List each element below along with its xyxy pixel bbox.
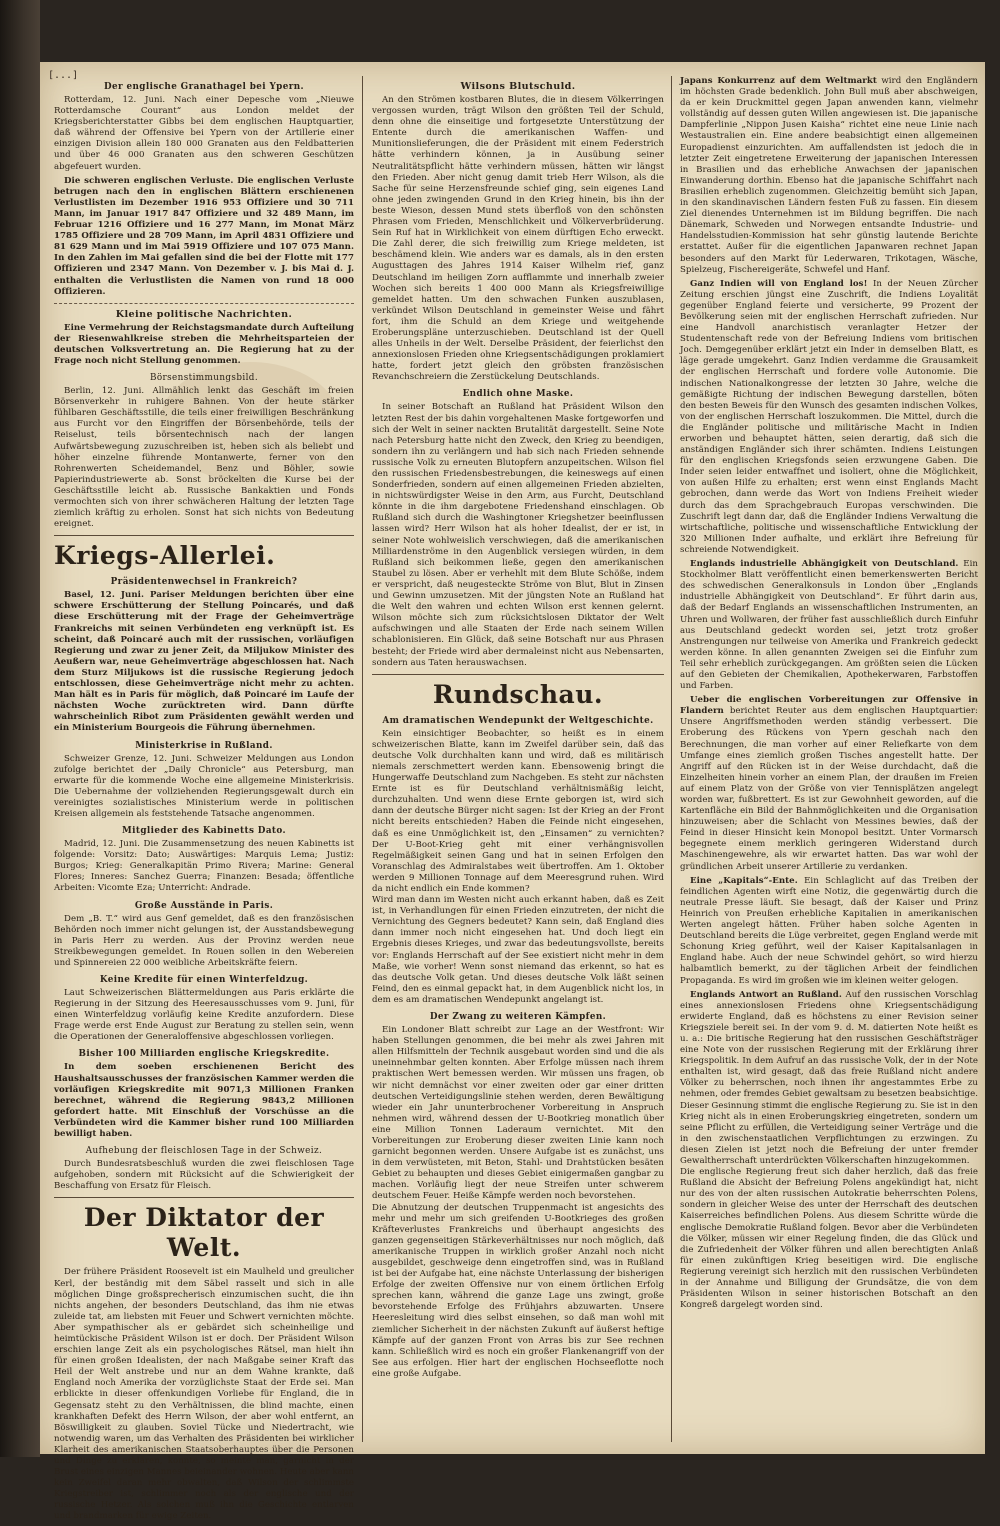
- article-body: Rotterdam, 12. Juni. Nach einer Depesche vom „Nieuwe Rotterdamsche Courant“ aus London meldet der Kriegsberichterstatter Gibbs bei dem englischen Hauptquartier, daß während der Offensive bei Ypern von der Artillerie einer einzigen Division allein 180 000 Granaten aus den Feldbatterien und über 46 000 Granaten aus den schweren Geschützen abgefeuert wurden.: [54, 95, 354, 172]
- section-heading: Kriegs-Allerlei.: [54, 541, 276, 571]
- page-marker: [...]: [48, 70, 79, 81]
- article-text: Ein Stockholmer Blatt veröffentlicht einen bemerkenswerten Bericht des schwedischen Generalkonsuls in London über „Englands industrielle Abhängigkeit von Deutschland“. Er führt darin aus, daß der Bedarf Englands an wissenschaftlichen Instrumenten, an Uhren und Wollwaren, der früher fast ausschließlich durch Einfuhr aus Deutschland gedeckt worden sei, jetzt trotz großer Anstrengungen nur teilweise von Amerika und Frankreich gedeckt werden könne. In allen genannten Zweigen sei die Einfuhr zum Teil sehr erheblich zurückgegangen. Am größten seien die Lücken auf den Gebieten der Chemikalien, Apothekerwaren, Farbstoffen und Farben.: [680, 559, 978, 692]
- article-title: Ueber die englischen Vorbereitungen zur Offensive in Flandern: [680, 695, 978, 717]
- article-title: Englands Antwort an Rußland.: [690, 989, 842, 1000]
- column-middle: [372, 76, 664, 1383]
- newspaper-page: [40, 62, 985, 1522]
- article-title: Am dramatischen Wendepunkt der Weltgeschichte.: [382, 715, 654, 726]
- article-title: Keine Kredite für einen Winterfeldzug.: [99, 975, 309, 985]
- column-right: [680, 76, 978, 1314]
- article-title: Eine „Kapitals“-Ente.: [690, 875, 798, 886]
- article-title: Endlich ohne Maske.: [462, 389, 574, 400]
- section-heading: Der Diktator der Welt.: [83, 1203, 325, 1263]
- article-title: Große Ausstände in Paris.: [134, 900, 274, 911]
- article-body: Kein einsichtiger Beobachter, so heißt es in einem schweizerischen Blatte, kann im Zweifel darüber sein, daß das deutsche Volk durchhalten kann und wird, daß es militärisch niemals zerschmettert werden kann. Ebensowenig bringt die Hungerwaffe Deutschland zum Nachgeben. Es steht zur nächsten Ernte ist es für Deutschland verhältnismäßig leicht, durchzuhalten. Und wenn diese Ernte geborgen ist, wird sich dann der deutsche Bürger nicht sagen: Ist der Krieg an der Front nicht bereits entschieden? Haben die Feinde nicht eingesehen, daß es eine Unmöglichkeit ist, den „Einsamen“ zu vernichten? Der U-Boot-Krieg geht mit einer verhängnisvollen Regelmäßigkeit seinen Gang und hat in seinen Erfolgen den Voranschlag des Admiralstabes weit übertroffen. Am 1. Oktober werden 9 Millionen Tonnage auf dem Meeresgrund ruhen. Wird da nicht endlich ein Ende kommen? Wird man dann im Westen nicht auch erkannt haben, daß es Zeit ist, in Verhandlungen für einen Frieden einzutreten, der nicht die Vernichtung des Gegners bedeutet? Kann sein, daß England dies dann immer noch nicht eingesehen hat. Und doch liegt ein Ergebnis dieses Krieges, und zwar das bedeutungsvollste, bereits vor: Englands Herrschaft auf der See existiert nicht mehr in dem Maße, wie vorher! Wenn sonst niemand das erkennt, so hat es das deutsche Volk getan. Und dieses deutsche Volk läßt seinen Feind, den es einmal gepackt hat, in dem Augenblick nicht los, in dem es am dramatischen Wendepunkt angelangt ist.: [372, 728, 664, 1005]
- article-title: Börsenstimmungsbild.: [149, 373, 259, 384]
- article-title: Ministerkrise in Rußland.: [135, 740, 273, 751]
- divider: [372, 674, 664, 675]
- article-title: Wilsons Blutschuld.: [460, 81, 576, 92]
- article-text: Die englischen Verluste betrugen nach den in englischen Blättern erschienenen Verlustlisten im Dezember 1916 953 Offiziere und 30 711 Mann, im Januar 1917 847 Offiziere und 32 489 Mann, im Februar 1216 Offiziere und 16 277 Mann, im Monat März 1785 Offiziere und 28 709 Mann, im April 4831 Offiziere und 81 629 Mann und im Mai 5919 Offiziere und 107 075 Mann. In den Zahlen im Mai gefallen sind die bei der Flotte mit 177 Offizieren und 2347 Mann. Von Dezember v. J. bis Mai d. J. enthalten die Verlustlisten die Namen von rund 18 000 Offizieren.: [54, 175, 354, 297]
- article-body: [680, 559, 978, 692]
- divider: [54, 1197, 354, 1198]
- article-text: In der Neuen Zürcher Zeitung erschien jüngst eine Zuschrift, die Indiens Loyalität gegenüber England feierte und versicherte, 99 Prozent der Bevölkerung seien mit der englischen Herrschaft zufrieden. Nur eine Handvoll anarchistisch veranlagter Hetzer der Studentenschaft rede von der Befreiung Indiens vom britischen Joch. Demgegenüber erklärt jetzt ein Inder in demselben Blatt, es läge gerade umgekehrt. Ganz Indien verdamme die Grausamkeit der englischen Herrschaft und fordere volle Autonomie. Die indischen Nationalkongresse der letzten 30 Jahre, welche die gemäßigte Richtung der indischen Bewegung darstellen, böten den besten Beweis für den Wunsch des gesamten indischen Volkes, von der englischen Herrschaft loszukommen. Die Mittel, durch die die Engländer politische und militärische Macht in Indien erworben und behauptet hätten, seien derartig, daß sich die anständigen Engländer sich ihrer schämten. Indiens Leistungen für den englischen Kriegsfonds seien erzwungene Gaben. Die Inder seien leider entwaffnet und isoliert, ohne die Möglichkeit, von außen Hilfe zu erhalten; erst wenn einst Englands Macht gebrochen, dann werde das Wort von Indiens Freiheit wieder durch das dem Sprachgebrauch Europas verschwinden. Die Zuschrift legt dann dar, daß die Engländer Indiens Verwaltung die wirtschaftliche, politische und wissenschaftliche Entwicklung der 320 Millionen Inder aufhalte, und erklärt ihre Befreiung für schreiende Notwendigkeit.: [680, 278, 978, 555]
- article-body: In dem soeben erschienenen Bericht des Haushaltsausschusses der französischen Kammer werden die vorläufigen Kriegskredite mit 9071,3 Millionen Franken berechnet, während die Regierung 9843,2 Millionen gefordert hatte. Mit Einschluß der Vorschüsse an die Verbündeten wird die Kammer bisher rund 100 Milliarden bewilligt haben.: [54, 1062, 354, 1140]
- article-title: Japans Konkurrenz auf dem Weltmarkt: [680, 76, 877, 86]
- section-heading: Kleine politische Nachrichten.: [115, 308, 293, 320]
- article-body: In seiner Botschaft an Rußland hat Präsident Wilson den letzten Rest der bis dahin vorgehaltenen Maske fortgeworfen und sich der Welt in seiner nackten Brutalität dargestellt. Seine Note nach Petersburg hatte nicht den Zweck, den Krieg zu beendigen, sondern ihn zu verlängern und hab sich nach Frieden sehnende russische Volk zu erneuten Blutopfern anzupeitschen. Wilson fiel den russischen Friedensbestrebungen, die keineswegs auf einen Sonderfrieden, sondern auf einen allgemeinen Frieden abzielten, in nichtswürdigster Weise in den Arm, aus Furcht, Deutschland könnte in die ihm dargebotene Friedenshand einschlagen. Ob Rußland sich durch die Washingtoner Kriegshetzer beeinflussen lassen wird? Herr Wilson hat als hoher Idealist, der er ist, in seiner Note wohlweislich verschwiegen, daß die amerikanischen Milliardenströme in den Augenblick versiegen würden, in dem Rußland sich beikommen ließe, gegen den amerikanischen Staubel zu lösen. Aber er verhehlt mit dem Blute Schöße, indem er verspricht, daß neugesteckte Ströme von Blut, Blut in Zinsen und Gewinn umzusetzen. Mit der jüngsten Note an Rußland hat die Welt den wahren und echten Wilson erst kennen gelernt. Wilson möchte sich zum rücksichtslosen Diktator der Welt aufschwingen und alle Staaten der Erde nach seinem Willen schablonisieren. Ein Glück, daß seine Botschaft nur aus Phrasen besteht; der Friede wird aber dermaleinst nicht aus Nebensarten, sondern aus Taten herauswachsen.: [372, 402, 664, 668]
- divider: [54, 303, 354, 304]
- article-title: Der Zwang zu weiteren Kämpfen.: [429, 1012, 607, 1023]
- article-title: Mitglieder des Kabinetts Dato.: [122, 826, 286, 837]
- article-text: wird den Engländern im höchsten Grade bedenklich. John Bull muß aber abschweigen, da er kein Druckmittel gegen Japan anwenden kann, vielmehr vollständig auf dessen guten Willen angewiesen ist. Die japanische Dampferlinie „Nippon Jusen Kaisha“ richtet eine neue Linie nach Westaustralien ein. Eine andere beabsichtigt einen allgemeinen Europadienst einzurichten. Am auffallendsten ist jedoch die in letzter Zeit eingetretene Erweiterung der japanischen Interessen in Brasilien und das erhebliche Anwachsen der japanischen Einwanderung dorthin. Ebenso hat die japanische Schiffahrt nach Brasilien erheblich zugenommen. Gleichzeitig bemüht sich Japan, in den skandinavischen Ländern festen Fuß zu fassen. Ein diesem Ziel dienendes Unternehmen ist im Bildung begriffen. Die nach Dänemark, Schweden und Norwegen entsandte Industrie- und Handelsstudien-Kommission hat sehr günstig lautende Berichte erstattet. Außer für die eigentlichen Japanwaren rechnet Japan besonders auf den Markt für Lederwaren, Trikotagen, Wäsche, Spielzeug, Fischereigeräte, Schwefel und Hanf.: [680, 76, 978, 275]
- column-rule: [671, 76, 672, 1442]
- article-title: Die schweren englischen Verluste.: [64, 175, 234, 186]
- article-body: [680, 695, 978, 873]
- book-binding: [0, 0, 40, 1457]
- column-rule: [362, 76, 363, 1442]
- article-text: berichtet Reuter aus dem englischen Hauptquartier: Unsere Angriffsmethoden werden ständig verbessert. Die Eroberung des Rückens von Ypern geschah nach den Berechnungen, die man vorher auf einer Reliefkarte von dem Umfange eines ziemlich großen Tisches angestellt hatte. Der Angriff auf den Rücken ist in der Weise durchdacht, daß die Einzelheiten hinein vorher an einem Plan, der draußen im Freien auf einem Platz von der Größe von vier Tennisplätzen angelegt worden war, fußbrettert. Es ist zur Gewohnheit geworden, auf die Kartenfläche ein Bild der Bahnmöglichkeiten und die Organisation hinzuweisen; aber die Schlacht von Messines bewies, daß der Feind in dieser Hinsicht kein Monopol besitzt. Unter Vormarsch begegnete einem merklich geringeren Widerstand durch Maschinengewehre, als wir erwartet hatten. Das war wohl der gründlichen Arbeit unserer Artillerie zu verdanken.: [680, 706, 978, 872]
- article-body: Berlin, 12. Juni. Allmählich lenkt das Geschäft im freien Börsenverkehr in ruhigere Bahnen. Von der heute stärker fühlbaren Geschäftsstille, die teils einer freiwilligen Beschränkung aus Furcht vor den Eingriffen der Börsenbehörde, teils der Reiselust, teils börsentechnisch nach der langen Aufwärtsbewegung zuzuschreiben ist, heben sich als beliebt und höher einzelne führende Montanwerte, ferner von den Rohrenwerten Scheidemandel, Benz und Böhler, sowie Papierindustriewerte ab. Sonst bröckelten die Kurse bei der Geschäftsstille leicht ab. Russische Bankaktien und Fonds vermochten sich von ihrer schwächeren Haltung der letzten Tage ziemlich kräftig zu erholen. Sonst hat sich nichts von Bedeutung ereignet.: [54, 386, 354, 530]
- article-body: Madrid, 12. Juni. Die Zusammensetzung des neuen Kabinetts ist folgende: Vorsitz: Dato; Auswärtiges: Marquis Lema; Justiz: Burgos; Krieg: Generalkapitän Primo Rivera; Marine: General Flores; Inneres: Sanchez Guerra; Finanzen: Besada; öffentliche Arbeiten: Vicomte Eza; Unterricht: Andrade.: [54, 839, 354, 894]
- article-title: Englands industrielle Abhängigkeit von Deutschland.: [690, 559, 959, 570]
- article-body: Dem „B. T.“ wird aus Genf gemeldet, daß es den französischen Behörden noch immer nicht gelungen ist, der Ausstandsbewegung in Paris Herr zu werden. Aus der Provinz werden neue Streikbewegungen gemeldet. In Rouen sollen in den Webereien und Spinnereien 22 000 weibliche Arbeitskräfte feiern.: [54, 913, 354, 968]
- article-body: Der frühere Präsident Roosevelt ist ein Maulheld und greulicher Kerl, der beständig mit dem Säbel rasselt und sich in alle möglichen Dinge großsprecherisch einzumischen sucht, die ihn nichts angehen, der besonders Deutschland, das ihm nie etwas zuleide tat, am liebsten mit Feuer und Schwert vernichten möchte. Aber sympathischer als er gebärdet sich scheinheilige und heimtückische Präsident Wilson ist er doch. Der Präsident Wilson erschien lange Zeit als ein psychologisches Rätsel, man hielt ihn für einen großen Idealisten, der nach Maßgabe seiner Kraft das Heil der Welt anstrebe und nur an dem Wahne krankte, daß England noch Amerika der vorzüglichste Staat der Erde sei. Man erblickte in dieser offenkundigen Vorliebe für England, die in Gegensatz steht zu den Verhältnissen, die blind machte, einen krankhaften Defekt des Herrn Wilson, der aber wohl entfernt, an Böswilligkeit zu glauben. Soviel Tücke und Niedertracht, wie notwendig waren, um das Verhalten des Präsidenten bei wirklicher Klarheit des amerikanischen Staatsoberhauptes über die Personen und Dinge zu erklären, konnte, so meinte man, garnicht in der Brust eines einzigen Mannes beieinander wohnen. Heute aber kann kein Zweifel daran mehr obwalten, daß Wilson der schlimmste Kriegstreiber ist, schlimmer noch als der englische und der russische Hetzer. Als solchen muß ihn die Geschichte entlarven und brandmarken für ewige Zeiten.: [54, 1267, 354, 1522]
- article-title: Ganz Indien will von England los!: [690, 278, 868, 289]
- article-text: Ein Schlaglicht auf das Treiben der feindlichen Agenten wirft eine Notiz, die gegenwärtig durch die neutrale Presse läuft. Sie besagt, daß der Kaiser und Prinz Heinrich von Preußen erhebliche Kapitalien in amerikanischen Werten angelegt hätten. Früher haben solche Agenten in Deutschland bereits die Lüge verbreitet, gegen England werde mit Schonung Krieg geführt, weil der Kaiser Kapitalsanlagen in England habe. Auch der neue Schwindel gehört, so wird hierzu halbamtlich bemerkt, zu der täglichen Arbeit der feindlichen Propaganda. Es wird im großen wie im kleinen weiter gelogen.: [680, 875, 978, 986]
- article-title: Eine Vermehrung der Reichstagsmandate: [64, 322, 268, 333]
- article-title: Aufhebung der fleischlosen Tage in der Schweiz.: [85, 1146, 323, 1157]
- article-text: durch Aufteilung der Riesenwahlkreise streben die Mehrheitsparteien der deutschen Volksvertretung an. Die Regierung hat zu der Frage noch nicht Stellung genommen.: [54, 322, 354, 366]
- article-body: [680, 279, 978, 556]
- article-body: Laut Schweizerischen Blättermeldungen aus Paris erklärte die Regierung in der Sitzung des Heeresausschusses vom 9. Juni, für einen Winterfeldzug vorläufig keine Kredite anzufordern. Diese Frage werde erst Ende August zur Beratung zu stellen sein, wenn die Operationen der Generaloffensive abgeschlossen vorliegen.: [54, 988, 354, 1043]
- article-body: Ein Londoner Blatt schreibt zur Lage an der Westfront: Wir haben Stellungen genommen, die bei mehr als zwei Jahren mit allen Hilfsmitteln der Technik ausgebaut worden sind und die als uneinnehmbar gelten konnten. Aber Erfolge müssen nach ihrem praktischen Wert bemessen werden. Wir müssen uns fragen, ob wir nicht demnächst vor einer zweiten oder gar einer dritten deutschen Verteidigungslinie stehen werden, deren Bewältigung wieder ein Jahr ununterbrochener Vorbereitung in Anspruch nehmen wird, während dessen der U-Bootkrieg monatlich über eine Million Tonnen Laderaum vernichtet. Mit den Vorbereitungen zur Eroberung dieser zweiten Linie kann noch garnicht begonnen werden. Unsere Aufgabe ist es zunächst, uns in dem verwüsteten, mit Beton, Stahl- und Drahtstücken besäten Gebiet zu behaupten und dieses Gebiet einigermaßen gangbar zu machen. Vorläufig liegt der neue Streifen unter schwerem deutschem Feuer. Heiße Kämpfe werden noch bevorstehen. Die Abnutzung der deutschen Truppenmacht ist angesichts des mehr und mehr um sich greifenden U-Bootkrieges des großen Kräfteverlustes Frankreichs und überhaupt angesichts des ganzen gegenseitigen Stärkeverhältnisses nur noch möglich, daß amerikanische Truppen in wirklich großer Anzahl noch nicht ausgebildet, geschweige denn eingetroffen sind, was in Rußland ist bei der Aufgabe hat, eine nächste Unterlassung der bisherigen Erfolge der zweiten Offensive nur von einem örtlichen Erfolg sprechen kann, während die ganze Lage uns zwingt, große bevorstehende Erfolge des Frühjahrs abzuwarten. Unsere Heeresleitung wird dies selbst einsehen, so daß man wohl mit ziemlicher Sicherheit in der nächsten Zukunft auf äußerst heftige Kämpfe auf der ganzen Front von Arras bis zur See rechnen kann. Schließlich wird es noch ein großer Flankenangriff von der See aus erfolgen. Hier hart der englischen Hochseeflotte noch eine große Aufgabe.: [372, 1025, 664, 1379]
- article-title: Präsidentenwechsel in Frankreich?: [110, 577, 298, 588]
- article-body: Schweizer Grenze, 12. Juni. Schweizer Meldungen aus London zufolge berichtet der „Daily Chronicle“ aus Petersburg, man erwarte für die kommende Woche eine allgemeine Ministerkrisis. Die Uebernahme der vollziehenden Regierungsgewalt durch ein vereinigtes sozialistisches Ministerium werde in politischen Kreisen allgemein als feststehende Tatsache angenommen.: [54, 753, 354, 819]
- divider: [54, 535, 354, 536]
- article-body: An den Strömen kostbaren Blutes, die in diesem Völkerringen vergossen wurden, trägt Wilson den größten Teil der Schuld, denn ohne die einseitige und fortgesetzte Unterstützung der Entente durch die amerikanischen Waffen- und Munitionslieferungen, die der Präsident mit einem Federstrich hätte verhindern können, ja in Ausübung seiner Neutralitätspflicht hätte verhindern müssen, hätten wir längst den Frieden. Aber nicht genug damit trieb Herr Wilson, als die Sache für seine Herzensfreunde schief ging, sein eigenes Land ohne jeden zwingenden Grund in den Krieg hinein, bis ihn der beste Wieson, dessen Mund stets überfloß von den schönsten Phrasen vom Frieden, Menschlichkeit und Völkerverbrüderung. Sein Ruf hat in Wirklichkeit von einem dürftigen Echo erweckt. Die Zahl derer, die sich freiwillig zum Kriege meldeten, ist beschämend klein. Wie anders war es damals, als in den ersten Augusttagen des Jahres 1914 Kaiser Wilhelm rief, ganz Deutschland im heiligen Zorn aufflammte und innerhalb zweier Wochen sich bereits 1 400 000 Mann als Kriegsfreiwillige gemeldet hatten. Um den schwachen Funken auszublasen, verkündet Wilson Deutschland in gemeinster Weise und fährt fort, ihm die Schuld an dem Kriege und weitgehende Eroberungspläne unterzuschieben. Deutschland ist der Quell alles Unheils in der Welt. Derselbe Präsident, der feierlichst den annexionslosen Frieden ohne Kriegsentschädigungen proklamiert hatte, fordert jetzt gleich den gröbsten französischen Revanchschreiern die Zerstückelung Deutschlands.: [372, 95, 664, 383]
- article-title: Bisher 100 Milliarden englische Kriegskredite.: [78, 1049, 330, 1060]
- top-shadow: [40, 0, 1000, 62]
- article-body: [54, 176, 354, 298]
- article-body: Durch Bundesratsbeschluß wurden die zwei fleischlosen Tage aufgehoben, sondern mit Rücksicht auf die Schwierigkeit der Beschaffung von Ersatz für Fleisch.: [54, 1159, 354, 1192]
- section-heading: Rundschau.: [432, 679, 604, 709]
- article-body: [680, 76, 978, 276]
- article-body: [680, 990, 978, 1312]
- column-left: [54, 76, 354, 1526]
- article-text: Auf den russischen Vorschlag eines annexionslosen Friedens ohne Kriegsentschädigung erwiderte England, daß es höchstens zu einer Revision seiner Kriegsziele bereit sei. In der vom 9. d. M. datierten Note heißt es u. a.: Die britische Regierung hat den russischen Geschäftsträger eine Note von der russischen Regierung mit der Erklärung ihrer Kriegspolitik. In dem Aufruf an das russische Volk, der in der Note enthalten ist, wird gesagt, daß das freie Rußland nicht andere Völker zu beherrschen, noch ihnen ihr angestammtes Erbe zu nehmen, oder fremdes Gebiet gewaltsam zu besetzen beabsichtige. Dieser Gesinnung stimmt die englische Regierung zu. Sie ist in den Krieg nicht als in einen Eroberungskrieg eingetreten, sondern um seine Pflicht zu erfüllen, die Verteidigung seiner Verträge und die in den zwischenstaatlichen Verpflichtungen zu erzwingen. Zu diesen Zielen ist jetzt noch die Befreiung der unter fremder Gewaltherrschaft unterdrückten Völkerschaften hinzugekommen. Die englische Regierung freut sich daher herzlich, daß das freie Rußland die Absicht der Befreiung Polens angekündigt hat, nicht nur des von der alten russischen Autokratie beherrschten Polens, sondern in gleicher Weise des unter der Herrschaft des deutschen Kaiserreiches befindlichen Polens. Aus diesem Schritte würde die englische Demokratie Rußland folgen. Bevor aber die Verbündeten die Völker, müssen wir einer Regelung finden, die das Glück und die Zufriedenheit der Völker führen und allen berechtigten Anlaß für einen zukünftigen Krieg beseitigen wird. Die englische Regierung vereinigt sich herzlich mit den russischen Verbündeten in der Annahme und Billigung der Grundsätze, die von dem Präsidenten Wilson in seiner historischen Botschaft an den Kongreß dargelegt worden sind.: [680, 989, 978, 1311]
- article-body: [54, 323, 354, 367]
- article-body: Basel, 12. Juni. Pariser Meldungen berichten über eine schwere Erschütterung der Stellung Poincarés, und daß diese Erschütterung mit der Frage der Geheimverträge Frankreichs mit seinen Verbündeten eng verknüpft ist. Es scheint, daß Poincaré auch mit der russischen, vorläufigen Regierung und zwar zu jener Zeit, da Miljukow Minister des Aeußern war, neue Geheimverträge abgeschlossen hat. Nach dem Sturz Miljukows ist die russische Regierung jedoch entschlossen, diese Geheimverträge nicht mehr zu achten. Man hält es in Paris für möglich, daß Poincaré im Laufe der nächsten Woche zurücktreten wird. Dann dürfte wahrscheinlich Ribot zum Präsidenten gewählt werden und ein Ministerium Bourgeois die Führung übernehmen.: [54, 590, 354, 734]
- article-body: [680, 876, 978, 987]
- article-title: Der englische Granathagel bei Ypern.: [103, 82, 305, 92]
